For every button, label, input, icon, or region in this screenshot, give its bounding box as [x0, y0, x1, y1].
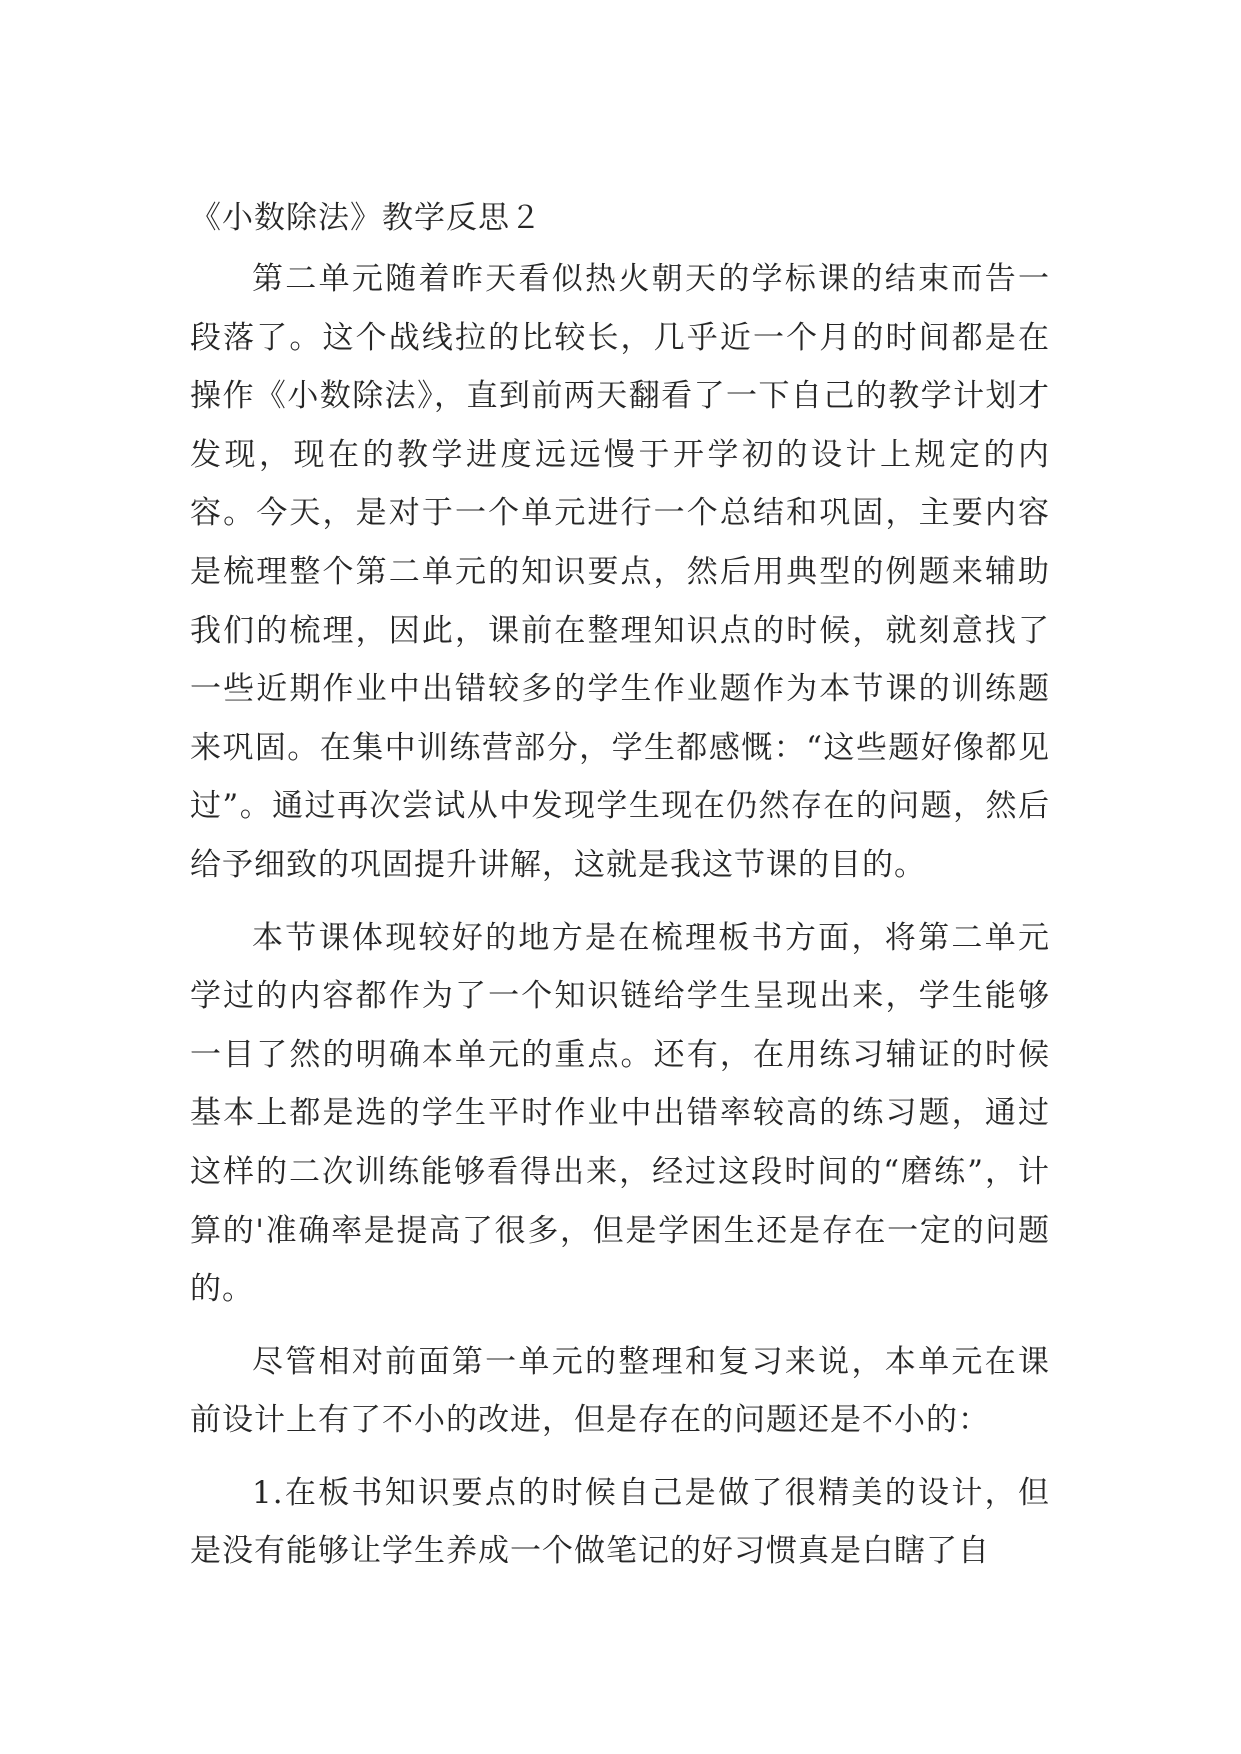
paragraph-2: 本节课体现较好的地方是在梳理板书方面，将第二单元学过的内容都作为了一个知识链给学生呈现出来，学生能够一目了然的明确本单元的重点。还有，在用练习辅证的时候基本上都是选的学生平时作业中出错率较高的练习题，通过这样的二次训练能够看得出来，经过这段时间的“磨练”，计算的'准确率是提高了很多，但是学困生还是存在一定的问题的。 [190, 919, 1050, 1308]
paragraph-3: 尽管相对前面第一单元的整理和复习来说，本单元在课前设计上有了不小的改进，但是存在的问题还是不小的： [190, 1343, 1050, 1439]
paragraph-4: 1.在板书知识要点的时候自己是做了很精美的设计，但是没有能够让学生养成一个做笔记的好习惯真是白瞎了自 [190, 1474, 1050, 1570]
paragraph-1: 第二单元随着昨天看似热火朝天的学标课的结束而告一段落了。这个战线拉的比较长，几乎近一个月的时间都是在操作《小数除法》，直到前两天翻看了一下自己的教学计划才发现，现在的教学进度远远慢于开学初的设计上规定的内容。今天，是对于一个单元进行一个总结和巩固，主要内容是梳理整个第二单元的知识要点，然后用典型的例题来辅助我们的梳理，因此，课前在整理知识点的时候，就刻意找了一些近期作业中出错较多的学生作业题作为本节课的训练题来巩固。在集中训练营部分，学生都感慨：“这些题好像都见过”。通过再次尝试从中发现学生现在仍然存在的问题，然后给予细致的巩固提升讲解，这就是我这节课的目的。 [190, 261, 1050, 883]
document-title: 《小数除法》教学反思２ [190, 200, 542, 236]
document-body [190, 194, 1050, 1595]
